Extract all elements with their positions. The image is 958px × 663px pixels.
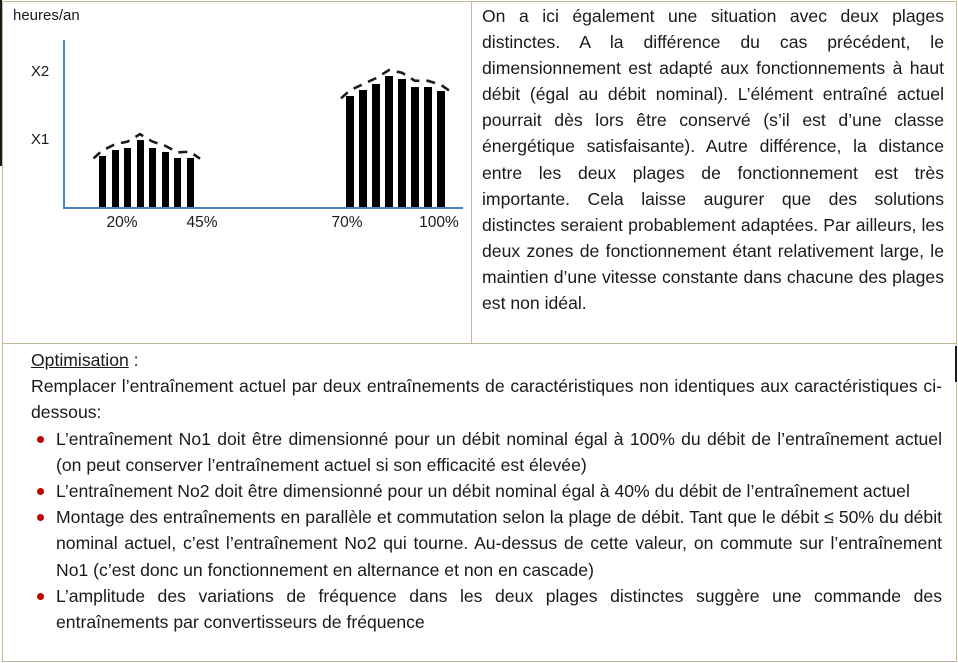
envelope-curve xyxy=(341,70,451,98)
bar xyxy=(411,87,419,207)
optimisation-bullet-item xyxy=(31,504,942,583)
bar xyxy=(437,91,445,207)
bar xyxy=(424,87,432,207)
right-edge-artifact xyxy=(955,346,957,382)
bullet-text: L’amplitude des variations de fréquence dans les deux plages distinctes suggère une commande des entraînements par convertisseurs de fréquence xyxy=(56,585,942,633)
left-edge-artifact xyxy=(0,0,2,166)
bullet-text: L’entraînement No1 doit être dimensionné pour un débit nominal égal à 100% du débit de l’entraînement actuel (on peut conserver l’entraînement actuel si son efficacité est élevée) xyxy=(56,428,942,475)
optimisation-heading-colon: : xyxy=(128,350,139,370)
bullet-dot-icon xyxy=(37,488,44,495)
x-axis-line xyxy=(63,207,463,209)
bar xyxy=(112,150,119,207)
bullet-text: Montage des entraînements en parallèle et commutation selon la plage de débit. Tant que le débit ≤ 50% du débit nominal actuel, c’est l’entraînement No2 qui tourne. Au-dessus de cette valeur, on commute sur l’entraînement No1 (c’est donc un fonctionnement en alternance et non en cascade) xyxy=(56,507,942,580)
chart-panel xyxy=(3,2,471,343)
bar xyxy=(398,79,406,207)
bar xyxy=(385,76,393,207)
optimisation-intro: Remplacer l’entraînement actuel par deux entraînements de caractéristiques non identiques aux caractéristiques ci-dessous: xyxy=(31,376,942,423)
y-axis-line xyxy=(63,40,65,209)
bar xyxy=(149,148,156,207)
optimisation-bullet-item xyxy=(31,426,942,478)
bar xyxy=(359,90,367,207)
y-axis-mark-x1: X1 xyxy=(30,131,50,148)
optimisation-panel xyxy=(3,344,956,661)
bullet-text: L’entraînement No2 doit être dimensionné pour un débit nominal égal à 40% du débit de l’entraînement actuel xyxy=(56,481,910,502)
bullet-dot-icon xyxy=(37,514,44,521)
bar xyxy=(124,148,131,207)
hours-per-year-bar-chart xyxy=(3,2,471,343)
y-axis-label: heures/an xyxy=(13,7,80,24)
bullet-dot-icon xyxy=(37,436,44,443)
x-tick-label: 20% xyxy=(106,214,138,231)
y-axis-mark-x2: X2 xyxy=(30,63,50,80)
bar xyxy=(174,158,181,207)
optimisation-heading-line xyxy=(31,347,942,373)
envelope-curve xyxy=(94,134,201,159)
x-tick-label: 70% xyxy=(331,214,363,231)
optimisation-heading: Optimisation xyxy=(31,350,129,370)
description-paragraph: On a ici également une situation avec deux plages distinctes. A la différence du cas précédent, le dimensionnement est adapté aux fonctionnements à haut débit (égal au débit nominal). L’élément entraîné actuel pourrait dès lors être conservé (s’il est d’une classe énergétique satisfaisante). Autre différence, la distance entre les deux plages de fonctionnement est très importante. Cela laisse augurer que des solutions distinctes seraient probablement adaptées. Par ailleurs, les deux zones de fonctionnement étant relativement large, le maintien d’une vitesse constante dans chacune des plages est non idéal. xyxy=(482,6,944,314)
x-tick-label: 100% xyxy=(419,214,459,231)
x-tick-label: 45% xyxy=(186,214,218,231)
bar xyxy=(99,156,106,207)
bar xyxy=(162,152,169,207)
bar xyxy=(187,158,194,207)
optimisation-bullet-item xyxy=(31,583,942,635)
optimisation-bullets xyxy=(31,426,942,636)
description-panel xyxy=(472,2,956,343)
bar xyxy=(137,140,144,207)
bar xyxy=(346,96,354,207)
bullet-dot-icon xyxy=(37,593,44,600)
optimisation-bullet-item xyxy=(31,478,942,504)
bar xyxy=(372,84,380,207)
